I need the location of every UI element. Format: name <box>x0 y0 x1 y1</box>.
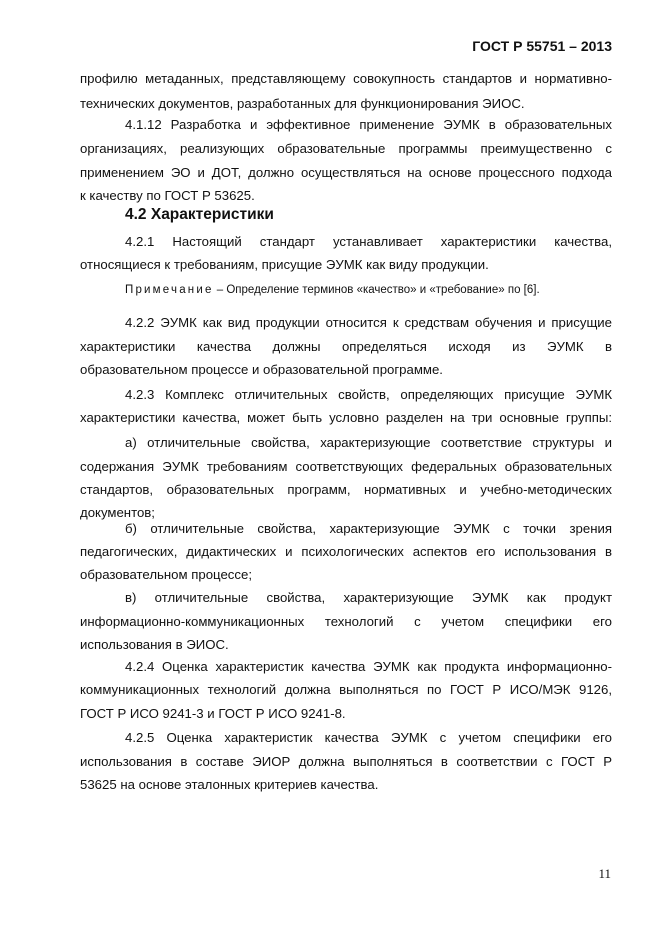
clause-4-2-3: 4.2.3 Комплекс отличительных свойств, определяющих присущие ЭУМК <box>125 387 612 402</box>
list-item-a: а) отличительные свойства, характеризующие соответствие структуры и <box>125 435 612 450</box>
list-item-v: в) отличительные свойства, характеризующие ЭУМК как продукт <box>125 590 612 605</box>
paragraph-line: 53625 на основе эталонных критериев качества. <box>80 777 379 792</box>
paragraph-line: организациях, реализующих образовательные программы преимущественно с <box>80 141 612 156</box>
note-label: Примечание <box>125 284 214 296</box>
clause-4-2-5: 4.2.5 Оценка характеристик качества ЭУМК с учетом специфики его <box>125 730 612 745</box>
paragraph-line: коммуникационных технологий должна выполняться по ГОСТ Р ИСО/МЭК 9126, <box>80 682 612 697</box>
paragraph-line: технических документов, разработанных для функционирования ЭИОС. <box>80 96 525 111</box>
clause-4-2-1: 4.2.1 Настоящий стандарт устанавливает характеристики качества, <box>125 234 612 249</box>
paragraph-line: характеристики качества должны определяться исходя из ЭУМК в <box>80 339 612 354</box>
paragraph-line: образовательном процессе; <box>80 567 252 582</box>
clause-4-1-12: 4.1.12 Разработка и эффективное применение ЭУМК в образовательных <box>125 117 612 132</box>
paragraph-line: профилю метаданных, представляющему совокупность стандартов и нормативно- <box>80 71 612 86</box>
document-header: ГОСТ Р 55751 – 2013 <box>472 38 612 54</box>
paragraph-line: педагогических, дидактических и психологических аспектов его использования в <box>80 544 612 559</box>
paragraph-line: относящиеся к требованиям, присущие ЭУМК как виду продукции. <box>80 257 489 272</box>
paragraph-line: стандартов, образовательных программ, нормативных и учебно-методических <box>80 482 612 497</box>
list-item-b: б) отличительные свойства, характеризующие ЭУМК с точки зрения <box>125 521 612 536</box>
paragraph-line: к качеству по ГОСТ Р 53625. <box>80 188 255 203</box>
paragraph-line: использования в ЭИОС. <box>80 637 229 652</box>
clause-4-2-2: 4.2.2 ЭУМК как вид продукции относится к средствам обучения и присущие <box>125 315 612 330</box>
paragraph-line: использования в составе ЭИОР должна выполняться в соответствии с ГОСТ Р <box>80 754 612 769</box>
paragraph-line: документов; <box>80 505 155 520</box>
paragraph-line: характеристики качества, может быть условно разделен на три основные группы: <box>80 410 612 425</box>
paragraph-line: применением ЭО и ДОТ, должно осуществляться на основе процессного подхода <box>80 165 612 180</box>
page-number: 11 <box>598 866 611 881</box>
paragraph-line: содержания ЭУМК требованиям соответствующих федеральных образовательных <box>80 459 612 474</box>
section-heading: 4.2 Характеристики <box>125 206 274 223</box>
clause-4-2-4: 4.2.4 Оценка характеристик качества ЭУМК как продукта информационно- <box>125 659 612 674</box>
paragraph-line: ГОСТ Р ИСО 9241-3 и ГОСТ Р ИСО 9241-8. <box>80 706 346 721</box>
note-text: – Определение терминов «качество» и «требование» по [6]. <box>213 284 540 296</box>
note <box>125 284 540 296</box>
paragraph-line: информационно-коммуникационных технологий с учетом специфики его <box>80 614 612 629</box>
paragraph-line: образовательном процессе и образовательной программе. <box>80 362 443 377</box>
